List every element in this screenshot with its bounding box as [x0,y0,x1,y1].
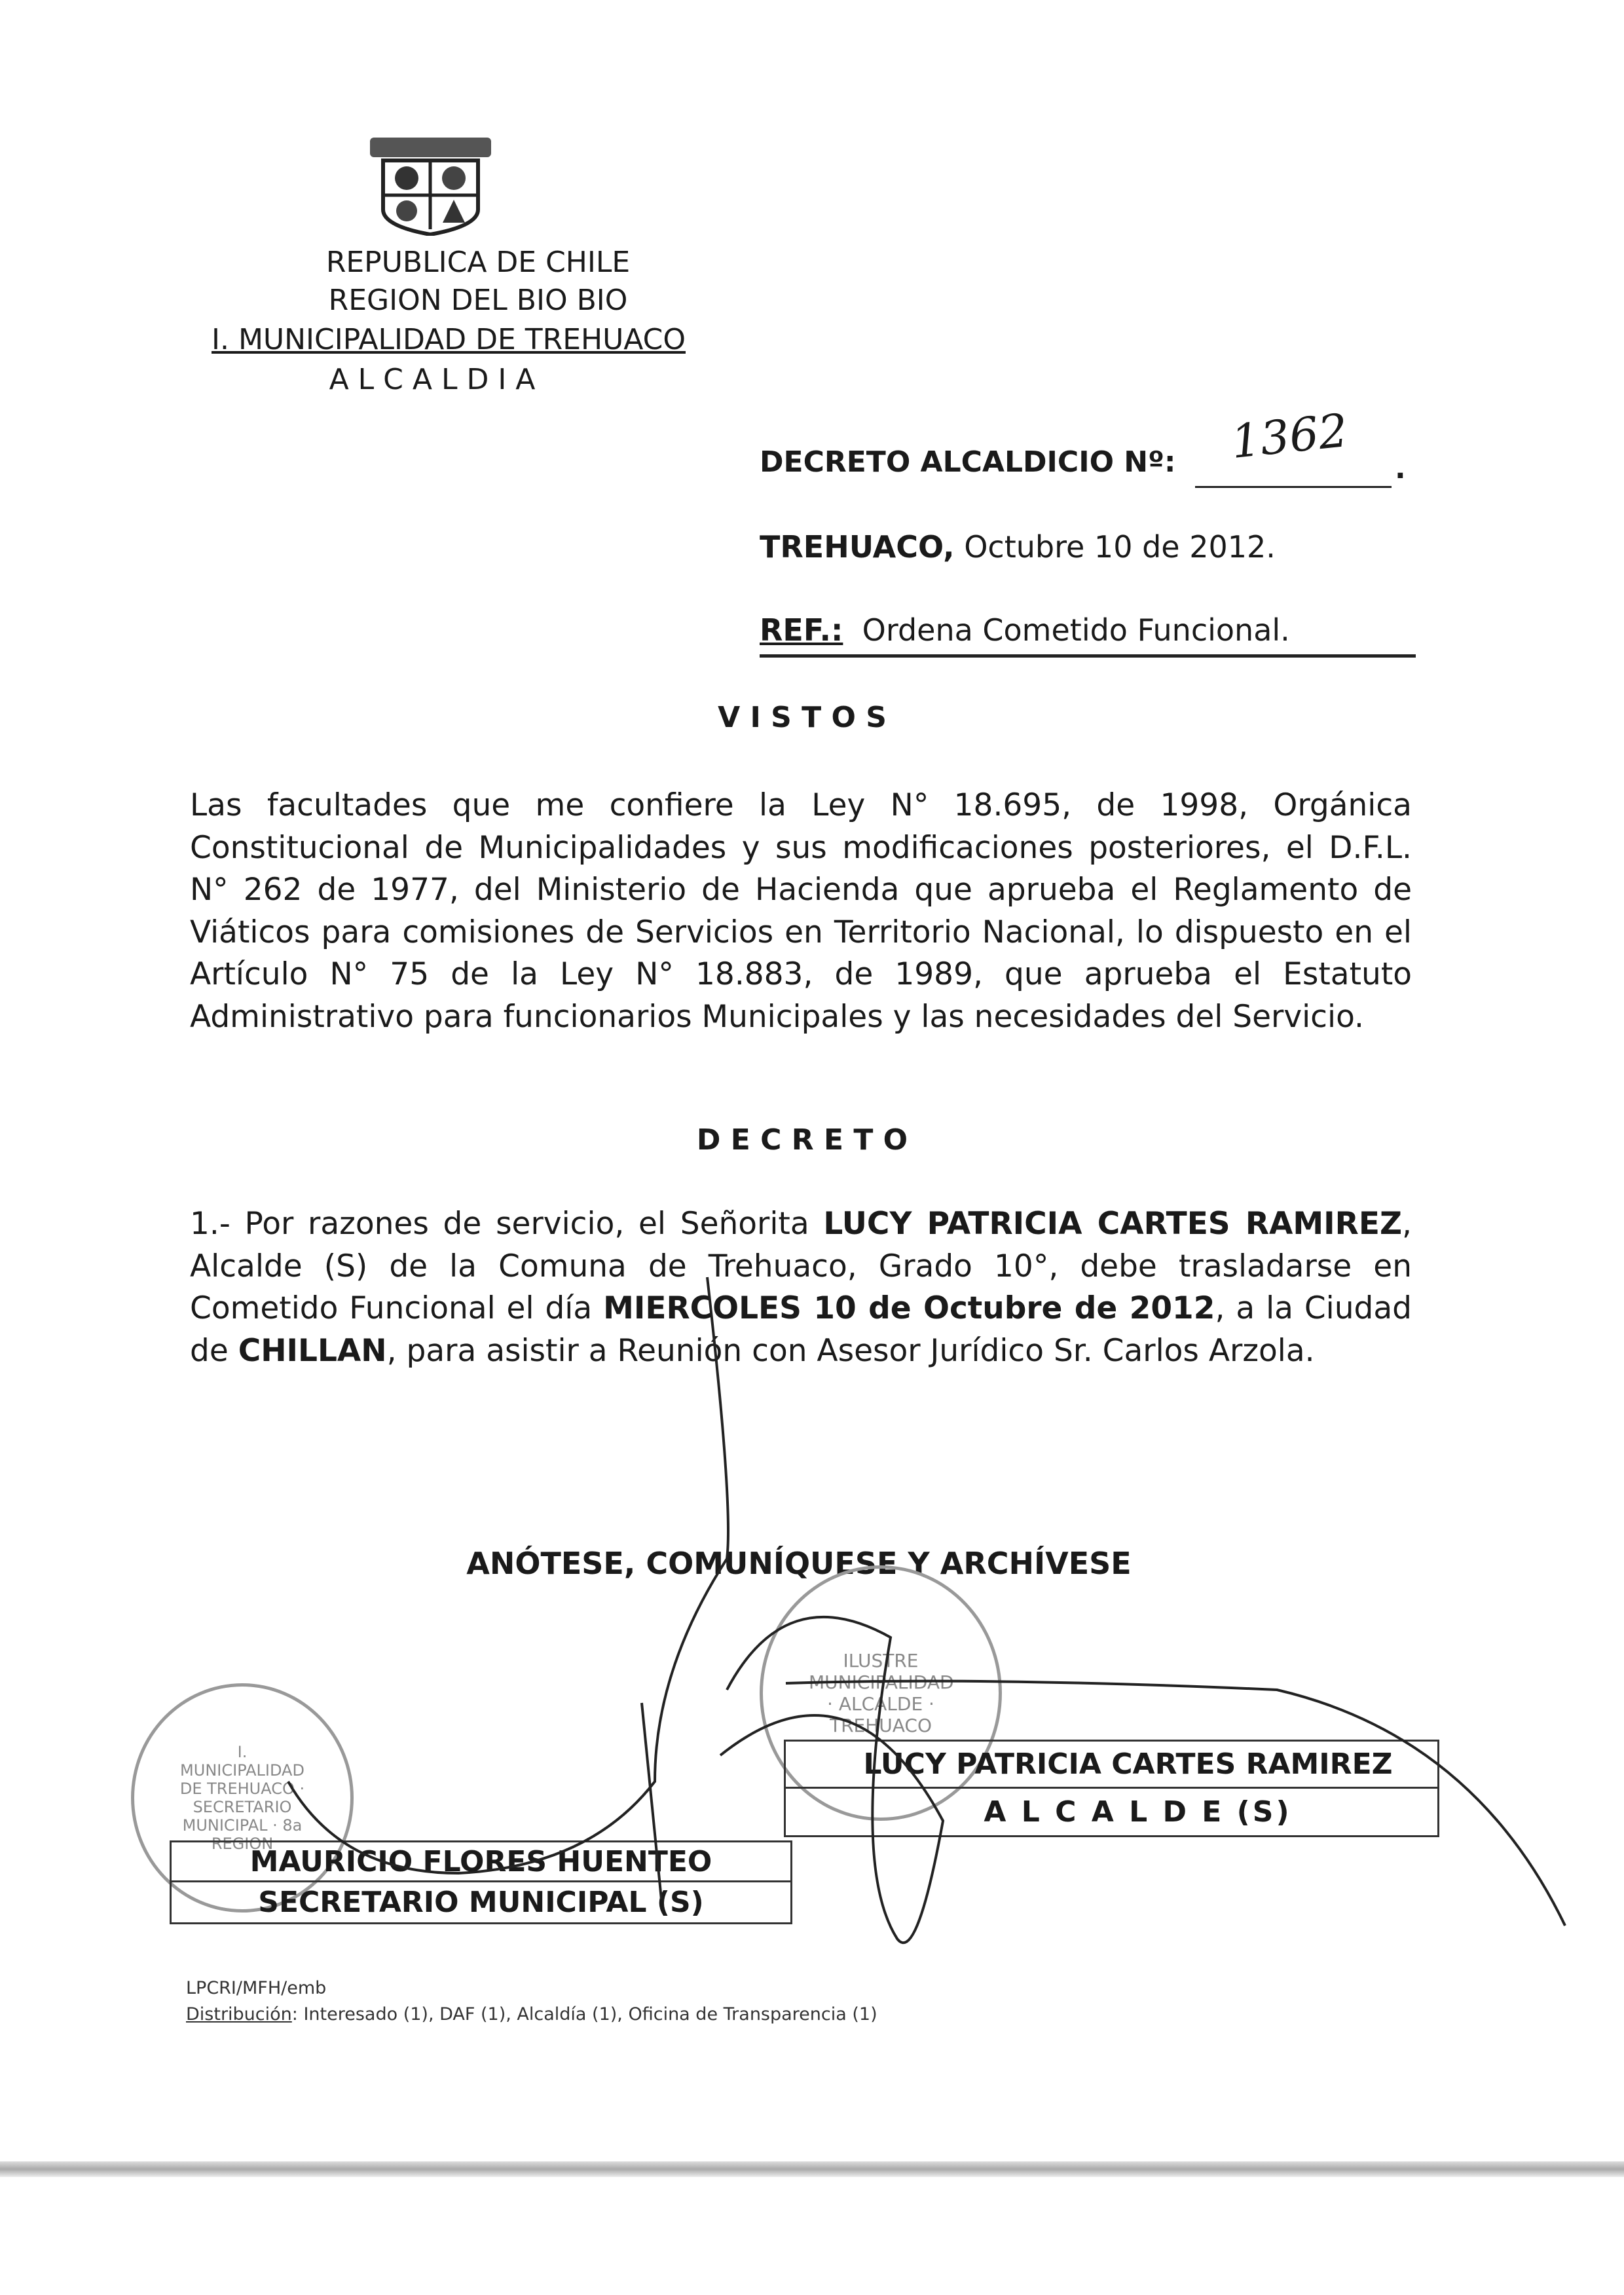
decree-number-label: DECRETO ALCALDICIO Nº: [760,445,1176,479]
decreto-person-name: LUCY PATRICIA CARTES RAMIREZ [823,1206,1403,1242]
secretary-name: MAURICIO FLORES HUENTEO [172,1842,790,1882]
decreto-date: MIERCOLES 10 de Octubre de 2012 [603,1290,1215,1326]
distribution-label: Distribución [186,2004,292,2024]
decree-date: Octubre 10 de 2012. [964,529,1276,565]
decreto-text-3: , a la Ciudad de [190,1290,1412,1369]
vistos-paragraph: Las facultades que me confiere la Ley N° 18.695, de 1998, Orgánica Constitucional de Municipalidades y sus modificaciones posteriores, el D.F.L. N° 262 de 1977, del Ministerio de Hacienda que aprueba el Reglamento de Viáticos para comisiones de Servicios en Territorio Nacional, lo dispuesto en el Artículo N° 75 de la Ley N° 18.883, de 1989, que aprueba el Estatuto Administrativo para funcionarios Municipales y las necesidades del Servicio. [190,787,1412,1035]
footer-distribution [186,2004,877,2024]
secretary-title: SECRETARIO MUNICIPAL (S) [258,1886,704,1919]
mayor-title: A L C A L D E (S) [984,1795,1292,1829]
secretary-stamp: I. MUNICIPALIDAD DE TREHUACO · SECRETARIO MUNICIPAL · 8a REGION [131,1683,354,1912]
footer-initials: LPCRI/MFH/emb [186,1978,327,1998]
municipal-crest-logo [363,138,498,236]
header-office: A L C A L D I A [329,363,536,396]
ref-text: Ordena Cometido Funcional. [862,612,1290,648]
decree-city: TREHUACO, [760,529,955,565]
scan-edge [0,2161,1624,2177]
header-municipality: I. MUNICIPALIDAD DE TREHUACO [212,323,686,356]
ref-label: REF.: [760,612,843,648]
decreto-paragraph [190,1203,1412,1372]
header-region: REGION DEL BIO BIO [328,284,628,317]
closing-formula: ANÓTESE, COMUNÍQUESE Y ARCHÍVESE [466,1546,1132,1581]
decreto-heading: D E C R E T O [696,1123,908,1157]
mayor-signature-box [784,1740,1439,1837]
decree-reference [760,612,1416,658]
decree-number-handwritten: 1362 [1228,403,1350,470]
distribution-text: : Interesado (1), DAF (1), Alcaldía (1), Oficina de Transparencia (1) [291,2004,877,2024]
vistos-heading: V I S T O S [718,701,887,734]
decreto-text-1: 1.- Por razones de servicio, el Señorita [190,1206,824,1242]
mayor-stamp: ILUSTRE MUNICIPALIDAD · ALCALDE · TREHUACO [760,1565,1002,1821]
decreto-city: CHILLAN [238,1332,387,1369]
decree-date-line [760,529,1276,565]
mayor-name: LUCY PATRICIA CARTES RAMIREZ [786,1742,1437,1789]
secretary-signature-box [170,1840,792,1924]
header-country: REPUBLICA DE CHILE [325,246,631,279]
decreto-text-2: , Alcalde (S) de la Comuna de Trehuaco, Grado 10°, debe trasladarse en Cometido Funcional el día [190,1206,1412,1326]
decreto-text-4: , para asistir a Reunión con Asesor Jurídico Sr. Carlos Arzola. [386,1332,1315,1369]
